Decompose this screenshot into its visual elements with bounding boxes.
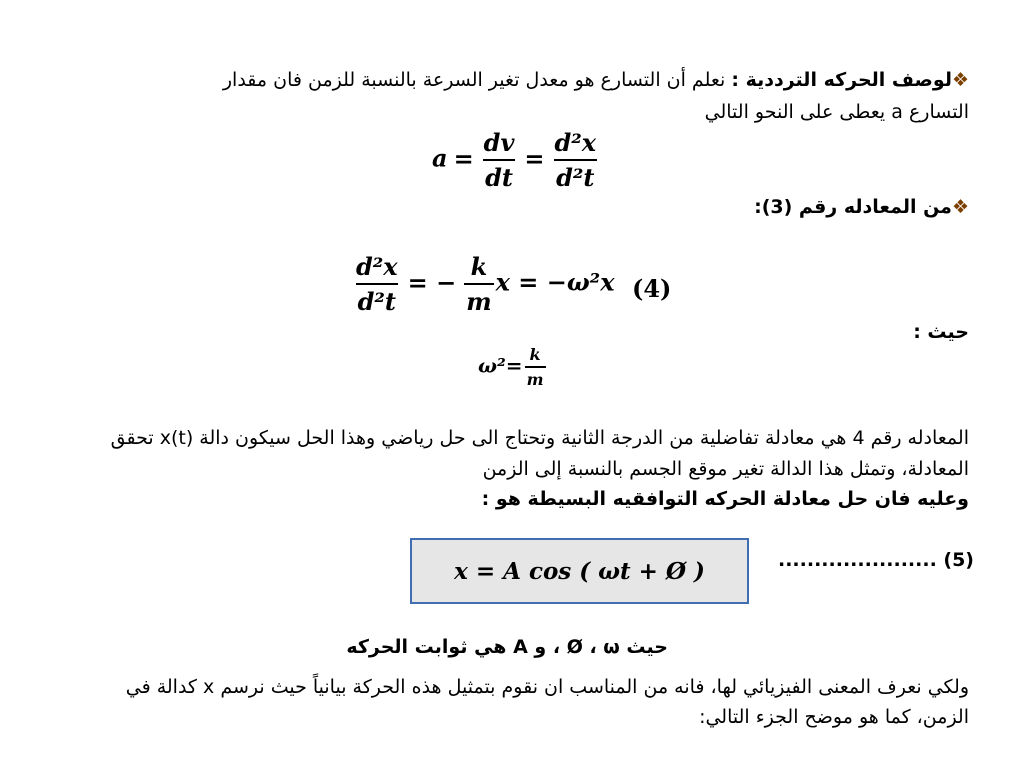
eq1-f1-num: dv	[483, 128, 515, 157]
eq1-equals: =	[453, 143, 474, 173]
diamond-bullet-icon-2: ❖	[951, 196, 969, 218]
eq1-f1-den: dt	[483, 159, 515, 192]
paragraph-line3: وعليه فان حل معادلة الحركه التوافقيه البسيطة هو :	[481, 488, 969, 510]
equation-5: x = A cos ( ωt + Ø )	[454, 557, 705, 585]
intro-line1-text: نعلم أن التسارع هو معدل تغير السرعة بالنسبة للزمن فان مقدار	[222, 69, 726, 91]
eq1-frac-d2x-d2t	[553, 128, 599, 192]
eq1-f2-num: d²x	[554, 128, 597, 157]
omega-frac-k-m	[525, 345, 546, 389]
eq4-f2-num: k	[470, 252, 488, 281]
equation-4-number: (4)	[632, 274, 672, 303]
closing-line1: ولكي نعرف المعنى الفيزيائي لها، فانه من المناسب ان نقوم بتمثيل هذه الحركة بيانياً حيث نرسم x كدالة في	[125, 676, 969, 698]
omega-lhs: ω²=	[478, 353, 523, 378]
equation-acceleration	[432, 128, 600, 192]
eq4-frac-k-m	[464, 252, 493, 316]
from-equation-line	[569, 193, 969, 221]
eq1-frac-dv-dt	[482, 128, 517, 192]
paragraph-line1: المعادله رقم 4 هي معادلة تفاضلية من الدرجة الثانية وتحتاج الى حل رياضي وهذا الحل سيكون دالة x(t) تحقق	[110, 427, 969, 449]
eq4-frac-d2x-d2t	[354, 252, 400, 316]
intro-line2: التسارع a يعطى على النحو التالي	[704, 101, 969, 123]
eq4-f2-den: m	[464, 283, 493, 316]
eq1-f2-den: d²t	[554, 159, 596, 192]
from-equation-label: من المعادله رقم (3):	[754, 196, 952, 218]
diamond-bullet-icon: ❖	[951, 69, 969, 91]
closing-line2: الزمن، كما هو موضح الجزء التالي:	[699, 706, 969, 728]
equation-5-box	[410, 538, 749, 604]
eq4-f1-den: d²t	[356, 283, 398, 316]
constants-line: حيث Ø ، ω ، و A هي ثوابت الحركه	[346, 636, 668, 658]
omega-den: m	[525, 366, 546, 389]
equation-4	[352, 252, 615, 316]
eq1-lhs: a	[432, 143, 448, 173]
intro-heading: لوصف الحركه الترددية :	[731, 69, 952, 91]
eq4-rest: x = −ω²x	[495, 267, 615, 297]
eq4-f1-num: d²x	[356, 252, 398, 281]
omega-definition	[478, 345, 548, 389]
equation-5-label: ...................... (5)	[778, 549, 974, 571]
paragraph-line2: المعادلة، وتمثل هذا الدالة تغير موقع الجسم بالنسبة إلى الزمن	[482, 458, 969, 480]
eq1-equals-2: =	[524, 143, 545, 173]
intro-line1	[29, 66, 969, 94]
omega-num: k	[529, 345, 541, 364]
where-label: حيث :	[913, 321, 969, 343]
eq4-equals-minus: = −	[407, 267, 457, 297]
